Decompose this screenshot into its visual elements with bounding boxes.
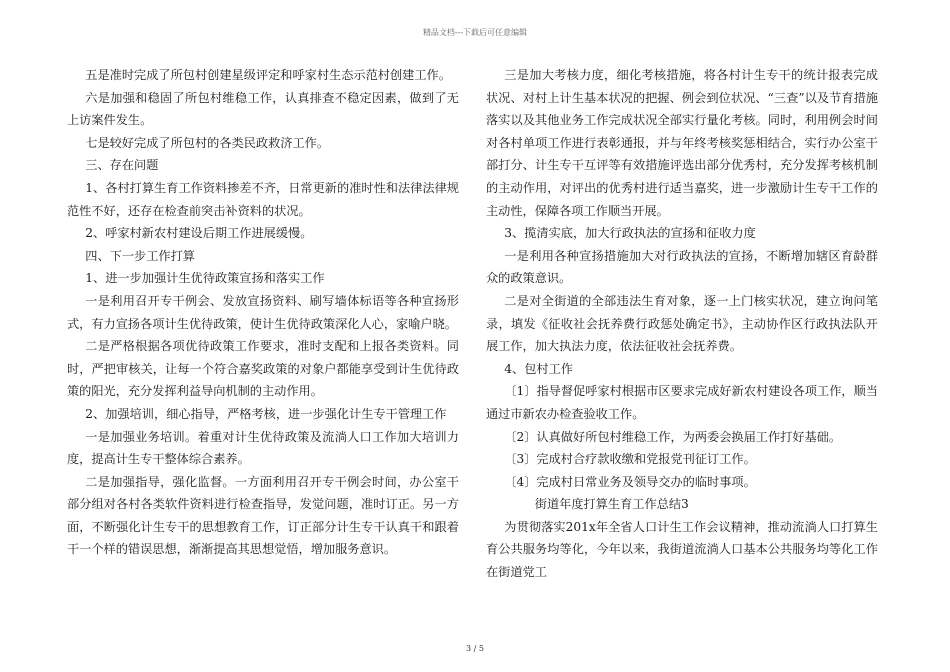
page-number: 3 / 5 xyxy=(466,644,484,653)
subsection-heading: 2、加强培训，细心指导，严格考核，进一步强化计生专干管理工作 xyxy=(85,406,447,421)
page-header: 精品文档---下载后可任意编辑 xyxy=(422,28,528,37)
paragraph: 一是利用各种宣扬措施加大对行政执法的宣扬，不断增加辖区育龄群众的政策意识。 xyxy=(486,248,878,286)
paragraph: 二是对全街道的全部违法生育对象，逐一上门核实状况，建立询问笔录，填发《征收社会抚养费行政惩处确定书》，主动协作区行政执法队开展工作，加大执法力度，依法征收社会抚养费。 xyxy=(486,293,878,354)
list-item: 〔1〕指导督促呼家村根据市区要求完成好新农村建设各项工作，顺当通过市新农办检查验收工作。 xyxy=(486,384,878,421)
paragraph: 七是较好完成了所包村的各类民政救济工作。 xyxy=(85,135,330,150)
paragraph: 一是加强业务培训。着重对计生优待政策及流淌人口工作加大培训力度，提高计生专干整体综合素养。 xyxy=(67,429,459,467)
paragraph: 为贯彻落实201x年全省人口计生工作会议精神，推动流淌人口打算生育公共服务均等化，今年以来，我街道流淌人口基本公共服务均等化工作在街道党工 xyxy=(486,519,878,580)
subsection-heading: 4、包村工作 xyxy=(504,361,573,376)
paragraph: 2、呼家村新农村建设后期工作进展缓慢。 xyxy=(85,226,313,241)
paragraph: 1、各村打算生育工作资料掺差不齐，日常更新的准时性和法律法律规范性不好，还存在检查前突击补资料的状况。 xyxy=(67,180,459,218)
section-heading: 四、下一步工作打算 xyxy=(85,248,195,263)
list-item: 〔4〕完成村日常业务及领导交办的临时事项。 xyxy=(504,474,756,489)
paragraph: 六是加强和稳固了所包村维稳工作，认真排查不稳定因素，做到了无上访案件发生。 xyxy=(67,90,459,128)
document-title: 街道年度打算生育工作总结3 xyxy=(534,497,689,512)
right-column xyxy=(486,64,878,584)
paragraph: 一是利用召开专干例会、发放宣扬资料、刷写墙体标语等各种宣扬形式，有力宣扬各项计生优待政策，使计生优待政策深化人心，家喻户晓。 xyxy=(67,293,459,331)
paragraph: 二是加强指导，强化监督。一方面利用召开专干例会时间，办公室干部分组对各村各类软件资料进行检查指导，发觉问题，准时订正。另一方面，不断强化计生专干的思想教育工作，订正部分计生专干认真干和跟着干一个样的错误思想，渐渐提高其思想觉悟，增加服务意识。 xyxy=(67,474,459,557)
section-heading: 三、存在问题 xyxy=(85,158,159,173)
paragraph: 二是严格根据各项优待政策工作要求，准时支配和上报各类资料。同时，严把审核关，让每一个符合嘉奖政策的对象户都能享受到计生优待政策的阳光，充分发挥利益导向机制的主动作用。 xyxy=(67,339,459,399)
list-item: 〔2〕认真做好所包村维稳工作，为两委会换届工作打好基础。 xyxy=(504,429,842,444)
list-item: 〔3〕完成村合疗款收缴和党报党刊征订工作。 xyxy=(504,452,756,467)
subsection-heading: 3、揽清实底，加大行政执法的宣扬和征收力度 xyxy=(504,226,756,241)
subsection-heading: 1、进一步加强计生优待政策宣扬和落实工作 xyxy=(85,271,325,286)
paragraph: 五是准时完成了所包村创建星级评定和呼家村生态示范村创建工作。 xyxy=(85,68,451,82)
left-column xyxy=(67,64,459,561)
paragraph: 三是加大考核力度，细化考核措施，将各村计生专干的统计报表完成状况、对村上计生基本状况的把握、例会到位状况、“三查”以及节育措施落实以及其他业务工作完成状况全部实行量化考核。同时，利用例会时间对各村单项工作进行表彰通报，并与年终考核奖惩相结合，实行办公室干部打分、计生专干互评等有效措施评选出部分优秀村，充分发挥考核机制的主动作用，对评出的优秀村进行适当嘉奖，进一步激励计生专干工作的主动性，保障各项工作顺当开展。 xyxy=(486,68,878,218)
